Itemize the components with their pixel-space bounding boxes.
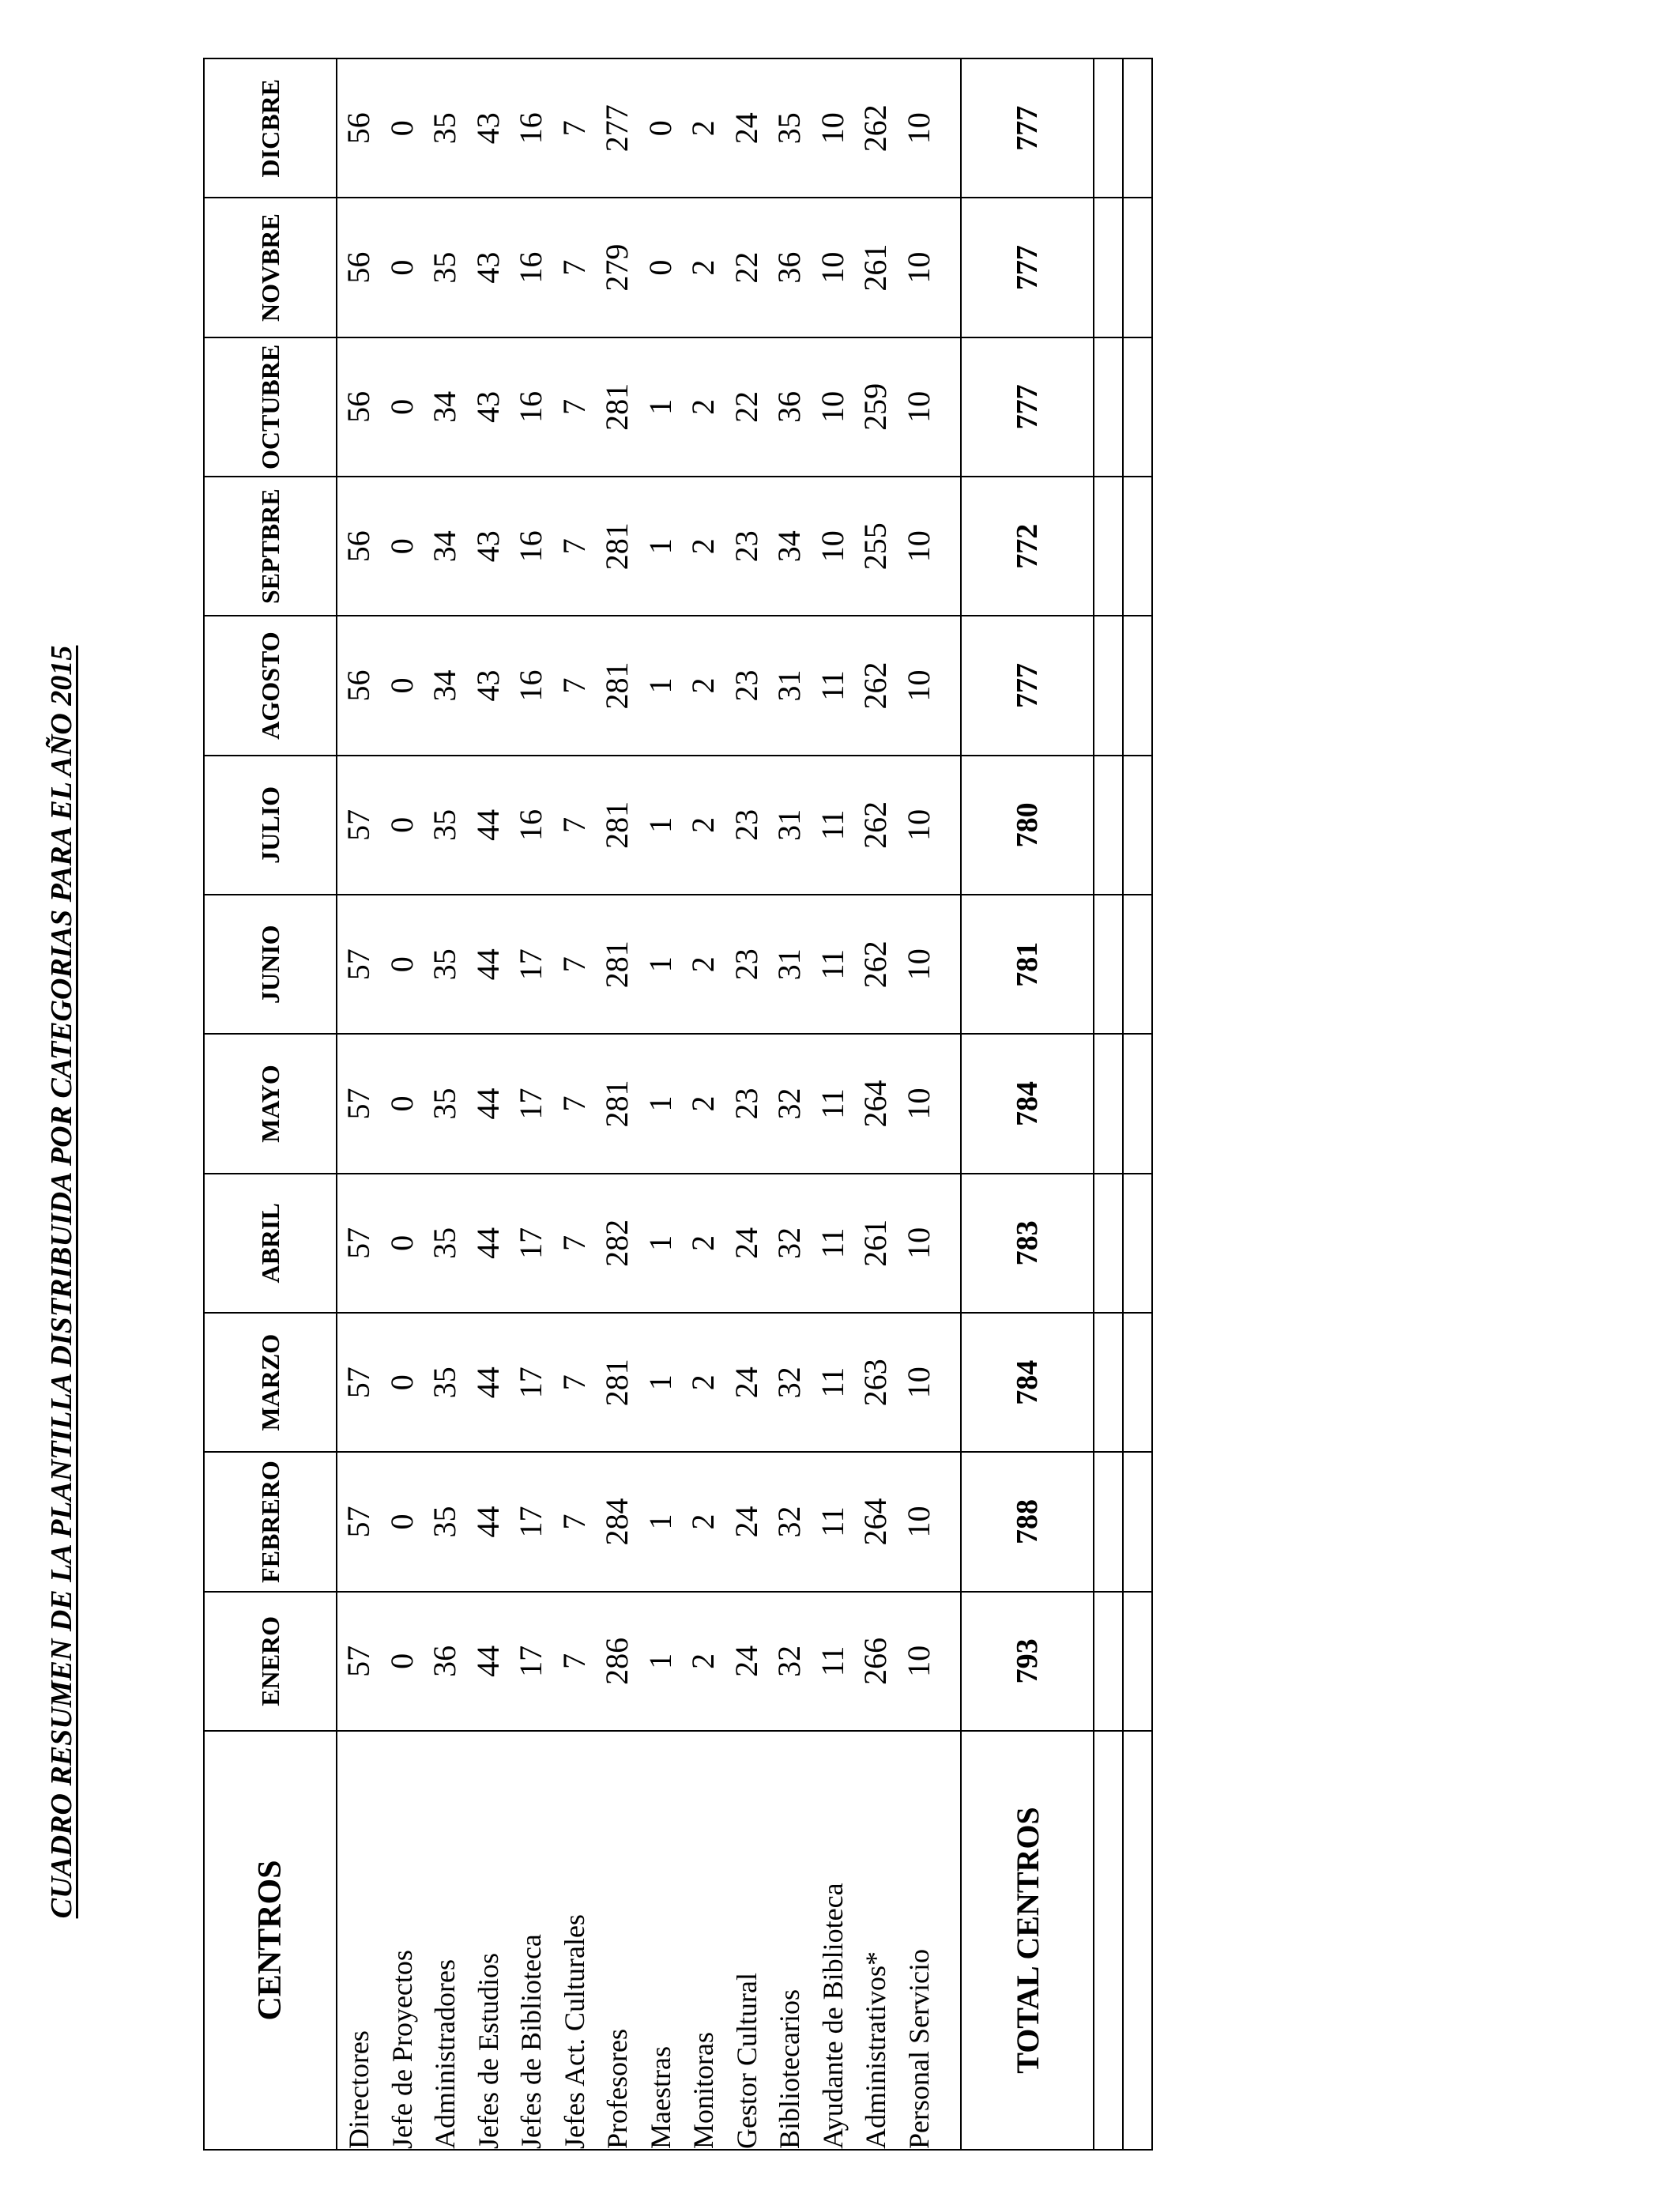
- table-cell-value: 0: [383, 677, 420, 694]
- table-cell-value: 57: [341, 1506, 376, 1538]
- empty-cell: [1094, 477, 1123, 616]
- table-cell-value: 7: [556, 120, 592, 137]
- table-cell-value: 0: [642, 259, 678, 276]
- table-cell-value: 56: [341, 251, 376, 284]
- table-cell-value: 44: [469, 1506, 506, 1538]
- table-cell-value: 7: [556, 816, 592, 833]
- table-cell-value: 57: [341, 1645, 376, 1677]
- table-cell-value: 1: [642, 1095, 678, 1112]
- month-values-cell: [337, 477, 961, 616]
- table-cell-value: 31: [771, 809, 807, 841]
- month-total: 793: [961, 1592, 1094, 1731]
- table-cell-value: 1: [642, 538, 678, 555]
- table-cell-value: 11: [814, 1227, 850, 1259]
- table-cell-value: 2: [685, 120, 721, 137]
- month-total: 777: [961, 198, 1094, 337]
- table-cell-value: 281: [599, 801, 635, 849]
- table-cell-value: 11: [814, 1088, 850, 1119]
- table-cell-value: 23: [728, 809, 764, 841]
- table-cell-value: 7: [556, 398, 592, 415]
- month-values-cell: [337, 756, 961, 895]
- table-cell-value: 32: [771, 1645, 807, 1677]
- month-header: MAYO: [204, 1034, 337, 1173]
- table-cell-value: 32: [771, 1227, 807, 1259]
- category-label: Maestras: [644, 2046, 676, 2149]
- table-cell-value: 286: [599, 1637, 635, 1685]
- table-cell-value: 7: [556, 259, 592, 276]
- table-cell-value: 35: [427, 809, 462, 841]
- empty-cell: [1123, 1313, 1152, 1452]
- empty-cell: [1123, 477, 1152, 616]
- table-cell-value: 57: [341, 948, 376, 981]
- empty-cell: [1123, 1174, 1152, 1313]
- table-cell-value: 281: [599, 522, 635, 571]
- table-cell-value: 36: [771, 251, 807, 284]
- table-cell-value: 2: [685, 1374, 721, 1391]
- table-cell-value: 17: [513, 1367, 548, 1399]
- table-cell-value: 2: [685, 816, 721, 833]
- table-cell-value: 57: [341, 809, 376, 841]
- table-cell-value: 44: [469, 1645, 506, 1677]
- table-cell-value: 44: [469, 1367, 506, 1399]
- table-cell-value: 11: [814, 809, 850, 841]
- month-values-cell: [337, 198, 961, 337]
- header-row: [204, 58, 337, 2150]
- category-label: Ayudante de Biblioteca: [816, 1883, 849, 2149]
- table-cell-value: 0: [383, 1514, 420, 1530]
- empty-cell: [1123, 756, 1152, 895]
- table-cell-value: 43: [469, 530, 506, 563]
- month-values-cell: [337, 337, 961, 477]
- table-cell-value: 35: [427, 1088, 462, 1120]
- table-cell-value: 264: [857, 1080, 893, 1128]
- table-cell-value: 16: [513, 251, 548, 284]
- table-cell-value: 11: [814, 1506, 850, 1537]
- table-cell-value: 24: [728, 1367, 764, 1399]
- table-cell-value: 10: [900, 251, 936, 284]
- table-cell-value: 32: [771, 1088, 807, 1120]
- category-label: Administradores: [429, 1959, 461, 2149]
- month-total: 784: [961, 1313, 1094, 1452]
- total-row: [961, 58, 1094, 2150]
- table-cell-value: 10: [900, 1227, 936, 1259]
- empty-cell: [1094, 756, 1123, 895]
- category-label: Profesores: [601, 2029, 633, 2149]
- table-cell-value: 16: [513, 669, 548, 702]
- table-cell-value: 255: [857, 522, 893, 571]
- table-cell-value: 7: [556, 1235, 592, 1251]
- month-header: NOVBRE: [204, 198, 337, 337]
- table-cell-value: 279: [599, 243, 635, 292]
- table-cell-value: 35: [427, 1506, 462, 1538]
- table-cell-value: 2: [685, 677, 721, 694]
- category-label: Jefes de Estudios: [472, 1953, 504, 2149]
- month-header: OCTUBRE: [204, 337, 337, 477]
- table-cell-value: 56: [341, 530, 376, 563]
- table-cell-value: 43: [469, 390, 506, 423]
- table-cell-value: 24: [728, 1645, 764, 1677]
- month-header: ENERO: [204, 1592, 337, 1731]
- table-cell-value: 57: [341, 1088, 376, 1120]
- empty-cell: [1123, 616, 1152, 755]
- category-label: Gestor Cultural: [730, 1973, 763, 2149]
- table-cell-value: 44: [469, 809, 506, 841]
- table-cell-value: 36: [427, 1645, 462, 1677]
- empty-cell: [1123, 1452, 1152, 1591]
- table-cell-value: 284: [599, 1498, 635, 1546]
- table-cell-value: 56: [341, 669, 376, 702]
- page-title: CUADRO RESUMEN DE LA PLANTILLA DISTRIBUIDA POR CATEGORIAS PARA EL AÑO 2015: [45, 645, 78, 1919]
- table-cell-value: 35: [427, 251, 462, 284]
- table-cell-value: 10: [900, 112, 936, 145]
- table-cell-value: 262: [857, 941, 893, 989]
- category-label: Administrativos*: [860, 1951, 891, 2149]
- month-total: 781: [961, 895, 1094, 1034]
- table-cell-value: 1: [642, 816, 678, 833]
- empty-cell: [1094, 1452, 1123, 1591]
- table-cell-value: 11: [814, 1646, 850, 1677]
- title-container: [41, 371, 82, 2192]
- table-cell-value: 17: [513, 948, 548, 981]
- table-cell-value: 281: [599, 662, 635, 710]
- month-header: ABRIL: [204, 1174, 337, 1313]
- category-label: Personal Servicio: [902, 1949, 935, 2149]
- table-cell-value: 0: [383, 398, 420, 415]
- table-cell-value: 44: [469, 948, 506, 981]
- table-cell-value: 22: [728, 251, 764, 284]
- table-cell-value: 1: [642, 956, 678, 973]
- table-cell-value: 264: [857, 1498, 893, 1546]
- category-label: Jefe de Proyectos: [386, 1950, 418, 2149]
- table-cell-value: 277: [599, 104, 635, 153]
- table-cell-value: 56: [341, 112, 376, 145]
- table-cell-value: 2: [685, 538, 721, 555]
- table-cell-value: 23: [728, 1088, 764, 1120]
- empty-row-1: [1094, 58, 1123, 2150]
- category-label: Jefes Act. Culturales: [558, 1914, 590, 2149]
- month-total: 777: [961, 337, 1094, 477]
- month-values-cell: [337, 616, 961, 755]
- table-cell-value: 43: [469, 112, 506, 145]
- empty-row-2: [1123, 58, 1152, 2150]
- month-values-cell: [337, 1452, 961, 1591]
- table-cell-value: 16: [513, 530, 548, 563]
- month-header: SEPTBRE: [204, 477, 337, 616]
- table-cell-value: 1: [642, 1235, 678, 1251]
- table-cell-value: 2: [685, 398, 721, 415]
- table-cell-value: 10: [900, 1367, 936, 1399]
- table-cell-value: 281: [599, 1359, 635, 1407]
- table-cell-value: 10: [900, 809, 936, 841]
- table-cell-value: 44: [469, 1088, 506, 1120]
- month-header: AGOSTO: [204, 616, 337, 755]
- table-cell-value: 11: [814, 948, 850, 980]
- table-cell-value: 35: [427, 1227, 462, 1259]
- table-cell-value: 22: [728, 390, 764, 423]
- table-cell-value: 7: [556, 1514, 592, 1530]
- table-cell-value: 35: [427, 112, 462, 145]
- empty-cell: [1094, 1174, 1123, 1313]
- table-cell-value: 57: [341, 1227, 376, 1259]
- table-cell-value: 10: [900, 390, 936, 423]
- table-cell-value: 0: [383, 1235, 420, 1251]
- table-cell-value: 10: [814, 112, 850, 145]
- table-cell-value: 11: [814, 1367, 850, 1398]
- table-cell-value: 7: [556, 1374, 592, 1391]
- table-cell-value: 23: [728, 948, 764, 981]
- empty-cell: [1123, 1034, 1152, 1173]
- table-cell-value: 2: [685, 1235, 721, 1251]
- table-cell-value: 7: [556, 956, 592, 973]
- empty-cell: [1094, 337, 1123, 477]
- table-cell-value: 10: [900, 948, 936, 981]
- body-row: [337, 58, 961, 2150]
- table-cell-value: 43: [469, 669, 506, 702]
- table-cell-value: 282: [599, 1219, 635, 1267]
- table-cell-value: 44: [469, 1227, 506, 1259]
- table-cell-value: 0: [383, 538, 420, 555]
- month-values-cell: [337, 1592, 961, 1731]
- table-cell-value: 261: [857, 243, 893, 292]
- table-cell-value: 0: [383, 816, 420, 833]
- table-cell-value: 0: [642, 120, 678, 137]
- table-cell-value: 10: [900, 669, 936, 702]
- table-cell-value: 1: [642, 1514, 678, 1530]
- table-cell-value: 35: [771, 112, 807, 145]
- table-cell-value: 0: [383, 1653, 420, 1669]
- table-cell-value: 10: [900, 1506, 936, 1538]
- table-cell-value: 10: [814, 530, 850, 563]
- table-cell-value: 10: [900, 1088, 936, 1120]
- table-cell-value: 34: [427, 530, 462, 563]
- month-total: 783: [961, 1174, 1094, 1313]
- summary-table-container: [203, 58, 1151, 2151]
- month-header: JULIO: [204, 756, 337, 895]
- table-cell-value: 263: [857, 1359, 893, 1407]
- table-cell-value: 2: [685, 1095, 721, 1112]
- month-total: 777: [961, 616, 1094, 755]
- table-cell-value: 10: [814, 251, 850, 284]
- month-header: MARZO: [204, 1313, 337, 1452]
- table-cell-value: 35: [427, 948, 462, 981]
- header-centros: CENTROS: [204, 1731, 337, 2150]
- table-cell-value: 10: [900, 1645, 936, 1677]
- empty-cell: [1123, 1731, 1152, 2150]
- table-cell-value: 1: [642, 1653, 678, 1669]
- table-cell-value: 281: [599, 941, 635, 989]
- table-cell-value: 262: [857, 801, 893, 849]
- month-values-cell: [337, 58, 961, 198]
- category-label: Bibliotecarios: [774, 1989, 805, 2149]
- table-cell-value: 24: [728, 112, 764, 145]
- table-cell-value: 36: [771, 390, 807, 423]
- table-cell-value: 262: [857, 104, 893, 153]
- table-cell-value: 34: [427, 390, 462, 423]
- month-values-cell: [337, 1174, 961, 1313]
- empty-cell: [1123, 58, 1152, 198]
- category-labels-cell: [337, 1731, 961, 2150]
- table-cell-value: 17: [513, 1506, 548, 1538]
- table-cell-value: 17: [513, 1645, 548, 1677]
- table-cell-value: 10: [814, 390, 850, 423]
- table-cell-value: 43: [469, 251, 506, 284]
- table-cell-value: 262: [857, 662, 893, 710]
- empty-cell: [1123, 895, 1152, 1034]
- empty-cell: [1123, 337, 1152, 477]
- empty-cell: [1094, 1313, 1123, 1452]
- table-cell-value: 17: [513, 1088, 548, 1120]
- table-cell-value: 17: [513, 1227, 548, 1259]
- month-total: 784: [961, 1034, 1094, 1173]
- table-cell-value: 259: [857, 383, 893, 431]
- total-label: TOTAL CENTROS: [961, 1731, 1094, 2150]
- summary-table: [203, 58, 1153, 2151]
- table-cell-value: 1: [642, 677, 678, 694]
- table-cell-value: 16: [513, 112, 548, 145]
- month-values-cell: [337, 1313, 961, 1452]
- table-cell-value: 24: [728, 1506, 764, 1538]
- table-cell-value: 31: [771, 948, 807, 981]
- table-cell-value: 16: [513, 809, 548, 841]
- table-cell-value: 31: [771, 669, 807, 702]
- month-values-cell: [337, 1034, 961, 1173]
- table-cell-value: 16: [513, 390, 548, 423]
- empty-cell: [1094, 616, 1123, 755]
- table-cell-value: 2: [685, 1653, 721, 1669]
- table-cell-value: 32: [771, 1506, 807, 1538]
- month-total: 777: [961, 58, 1094, 198]
- empty-cell: [1094, 1592, 1123, 1731]
- table-cell-value: 10: [900, 530, 936, 563]
- table-cell-value: 261: [857, 1219, 893, 1267]
- month-header: FEBRERO: [204, 1452, 337, 1591]
- table-cell-value: 0: [383, 1095, 420, 1112]
- table-cell-value: 281: [599, 383, 635, 431]
- empty-cell: [1094, 1034, 1123, 1173]
- table-cell-value: 35: [427, 1367, 462, 1399]
- empty-cell: [1094, 198, 1123, 337]
- month-header: JUNIO: [204, 895, 337, 1034]
- table-cell-value: 281: [599, 1080, 635, 1128]
- table-cell-value: 266: [857, 1637, 893, 1685]
- table-cell-value: 7: [556, 1095, 592, 1112]
- category-label: Monitoras: [687, 2032, 719, 2149]
- table-cell-value: 2: [685, 956, 721, 973]
- empty-cell: [1094, 1731, 1123, 2150]
- month-values-cell: [337, 895, 961, 1034]
- category-label: Directores: [343, 2030, 375, 2149]
- table-cell-value: 0: [383, 120, 420, 137]
- table-cell-value: 24: [728, 1227, 764, 1259]
- empty-cell: [1094, 58, 1123, 198]
- table-cell-value: 34: [427, 669, 462, 702]
- table-cell-value: 2: [685, 1514, 721, 1530]
- table-cell-value: 57: [341, 1367, 376, 1399]
- month-total: 788: [961, 1452, 1094, 1591]
- table-cell-value: 11: [814, 670, 850, 701]
- table-cell-value: 0: [383, 956, 420, 973]
- empty-cell: [1123, 198, 1152, 337]
- table-cell-value: 32: [771, 1367, 807, 1399]
- table-cell-value: 7: [556, 677, 592, 694]
- month-total: 780: [961, 756, 1094, 895]
- table-cell-value: 0: [383, 1374, 420, 1391]
- table-cell-value: 2: [685, 259, 721, 276]
- month-header: DICBRE: [204, 58, 337, 198]
- table-cell-value: 34: [771, 530, 807, 563]
- table-cell-value: 23: [728, 669, 764, 702]
- table-cell-value: 1: [642, 398, 678, 415]
- table-cell-value: 1: [642, 1374, 678, 1391]
- month-total: 772: [961, 477, 1094, 616]
- table-cell-value: 0: [383, 259, 420, 276]
- table-cell-value: 23: [728, 530, 764, 563]
- empty-cell: [1123, 1592, 1152, 1731]
- category-label: Jefes de Biblioteca: [515, 1934, 547, 2149]
- empty-cell: [1094, 895, 1123, 1034]
- table-cell-value: 56: [341, 390, 376, 423]
- table-cell-value: 7: [556, 1653, 592, 1669]
- table-cell-value: 7: [556, 538, 592, 555]
